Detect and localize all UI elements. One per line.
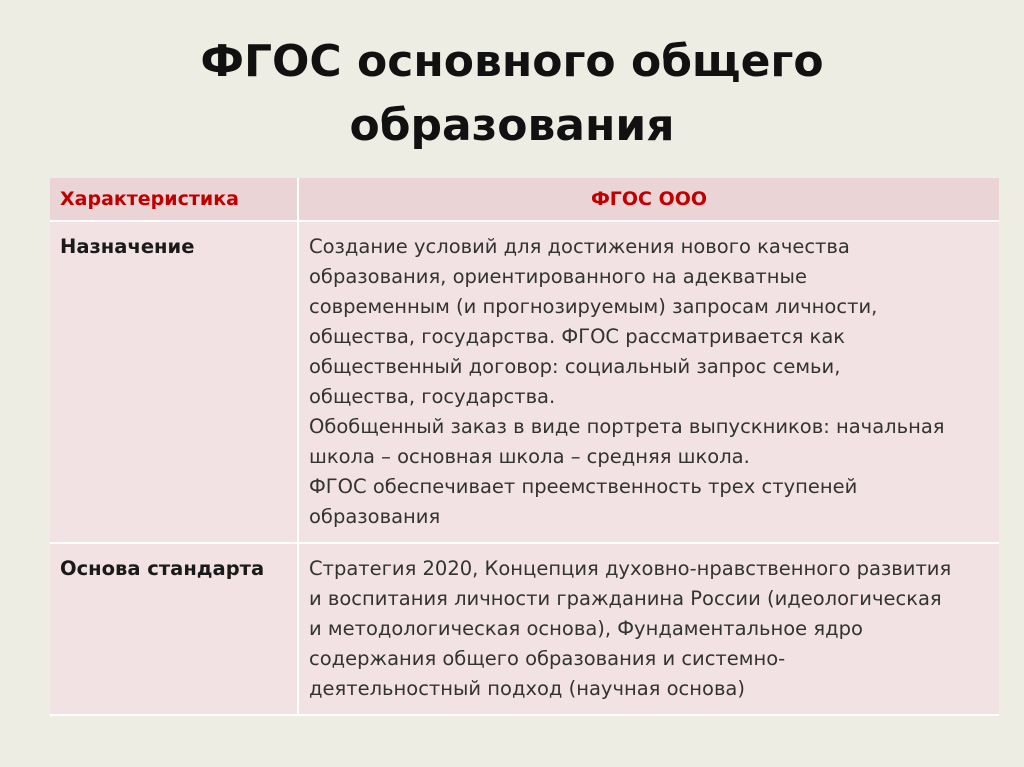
content-line: Обобщенный заказ в виде портрета выпускников: начальная xyxy=(309,415,945,438)
content-line: школа – основная школа – средняя школа. xyxy=(309,445,750,468)
content-line: и воспитания личности гражданина России (идеологическая xyxy=(309,587,942,610)
row-content xyxy=(298,221,999,543)
content-line: Создание условий для достижения нового качества xyxy=(309,235,850,258)
content-line: общества, государства. xyxy=(309,385,556,408)
content-line: общественный договор: социальный запрос семьи, xyxy=(309,355,841,378)
table-row xyxy=(50,221,999,543)
content-line: содержания общего образования и системно- xyxy=(309,647,786,670)
content-line: образования xyxy=(309,505,441,528)
slide-title-line-2: образования xyxy=(349,100,675,151)
slide-title xyxy=(0,30,1024,158)
header-characteristic: Характеристика xyxy=(50,178,298,221)
content-line: деятельностный подход (научная основа) xyxy=(309,677,745,700)
row-label: Назначение xyxy=(50,221,298,543)
row-content xyxy=(298,543,999,715)
content-line: современным (и прогнозируемым) запросам личности, xyxy=(309,295,878,318)
content-line: Стратегия 2020, Концепция духовно-нравственного развития xyxy=(309,557,952,580)
header-standard: ФГОС ООО xyxy=(298,178,999,221)
content-line: общества, государства. ФГОС рассматривается как xyxy=(309,325,846,348)
comparison-table xyxy=(50,178,999,716)
content-line: образования, ориентированного на адекватные xyxy=(309,265,807,288)
content-line: ФГОС обеспечивает преемственность трех ступеней xyxy=(309,475,858,498)
table-row xyxy=(50,543,999,715)
table-header-row xyxy=(50,178,999,221)
row-label: Основа стандарта xyxy=(50,543,298,715)
slide-title-line-1: ФГОС основного общего xyxy=(200,36,824,87)
content-line: и методологическая основа), Фундаментальное ядро xyxy=(309,617,863,640)
